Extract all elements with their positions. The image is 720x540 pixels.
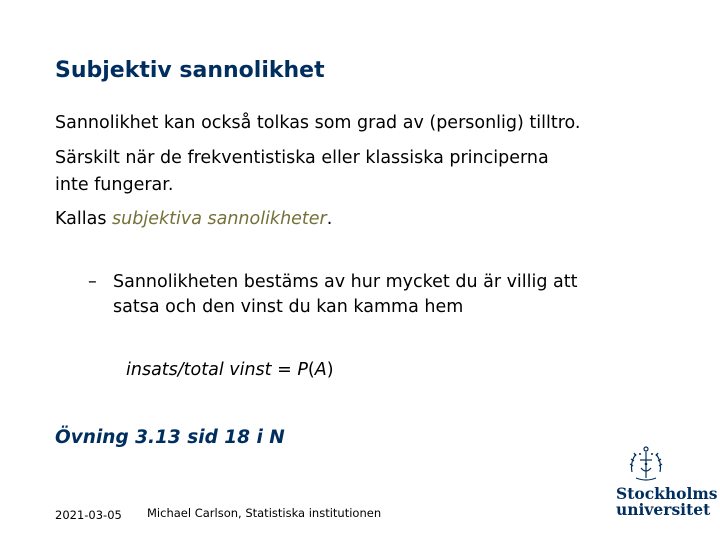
bullet-line-1: Sannolikheten bestäms av hur mycket du är villig att [113, 272, 578, 292]
university-seal-icon [626, 444, 666, 484]
formula-open-paren: ( [307, 360, 315, 380]
paragraph-1: Sannolikhet kan också tolkas som grad av (personlig) tilltro. [55, 113, 581, 133]
formula-close-paren: ) [326, 360, 334, 380]
paragraph-3-prefix: Kallas [55, 209, 113, 229]
slide-title: Subjektiv sannolikhet [55, 58, 325, 83]
paragraph-2 [55, 145, 549, 199]
bullet-line-2: satsa och den vinst du kan kamma hem [113, 297, 464, 317]
exercise-reference: Övning 3.13 sid 18 i N [55, 427, 285, 448]
university-name-line-2: universitet [616, 500, 711, 519]
university-logo [616, 444, 718, 520]
paragraph-2-line-2: inte fungerar. [55, 175, 174, 195]
formula-left: insats/total vinst = [126, 360, 298, 380]
formula [126, 360, 334, 380]
formula-a: A [314, 360, 327, 380]
footer-date: 2021-03-05 [55, 508, 122, 522]
paragraph-2-line-1: Särskilt när de frekventistiska eller klassiska principerna [55, 148, 549, 168]
formula-p: P [297, 360, 308, 380]
bullet-marker: – [88, 272, 97, 292]
paragraph-3 [55, 206, 332, 233]
footer-author: Michael Carlson, Statistiska institutionen [147, 506, 382, 520]
university-name [616, 484, 718, 519]
subjective-probability-term: subjektiva sannolikheter [112, 209, 327, 229]
bullet-text [113, 270, 578, 320]
university-name-line-1: Stockholms [616, 484, 718, 503]
paragraph-3-suffix: . [326, 209, 333, 229]
